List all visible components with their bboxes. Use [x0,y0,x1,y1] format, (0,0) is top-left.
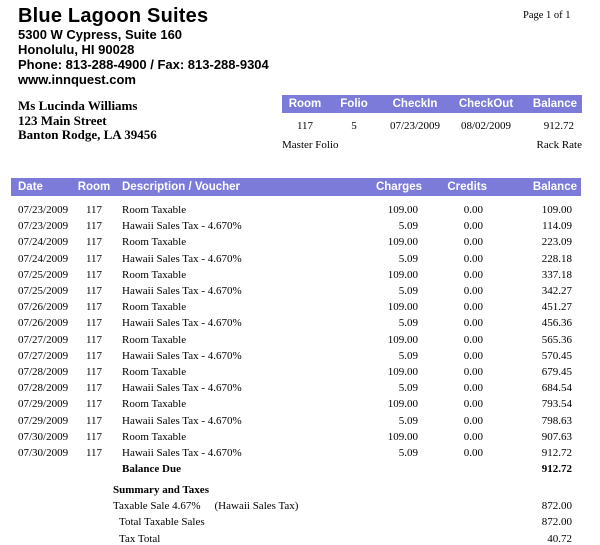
row-charges: 109.00 [387,268,418,281]
row-room: 117 [85,414,103,427]
row-balance: 798.63 [541,414,572,427]
table-row [11,218,581,234]
balance-due-label: Balance Due [122,463,181,476]
row-balance: 684.54 [541,382,572,395]
row-balance: 565.36 [541,333,572,346]
table-row [11,445,581,461]
hotel-phone-fax: Phone: 813-288-4900 / Fax: 813-288-9304 [18,57,269,72]
row-date: 07/26/2009 [18,317,69,330]
table-row [11,202,581,218]
row-credits: 0.00 [463,382,483,395]
row-credits: 0.00 [463,236,483,249]
row-charges: 109.00 [387,236,418,249]
row-balance: 114.09 [542,220,572,233]
ledger-header-balance: Balance [532,181,577,193]
table-row [11,251,581,267]
charges-ledger-table [11,178,581,477]
row-charges: 5.09 [398,382,418,395]
summary-and-taxes-section [11,482,581,545]
row-date: 07/23/2009 [18,220,69,233]
row-room: 117 [85,252,103,265]
row-credits: 0.00 [463,285,483,298]
summary-rows-container [11,498,581,545]
row-date: 07/27/2009 [18,333,69,346]
table-row [11,267,581,283]
ledger-header-row [11,178,581,196]
row-date: 07/24/2009 [18,236,69,249]
row-credits: 0.00 [463,414,483,427]
hotel-address-line1: 5300 W Cypress, Suite 160 [18,27,183,42]
summary-row [11,498,581,514]
row-charges: 109.00 [387,365,418,378]
row-date: 07/29/2009 [18,414,69,427]
folio-summary-table [282,95,582,151]
row-balance: 912.72 [541,446,572,459]
folio-header-room: Room [288,98,322,110]
row-credits: 0.00 [463,317,483,330]
table-row [11,396,581,412]
folio-room-value: 117 [296,120,314,132]
row-credits: 0.00 [463,430,483,443]
table-row [11,380,581,396]
row-room: 117 [85,446,103,459]
row-credits: 0.00 [463,398,483,411]
guest-address-block [18,99,157,143]
row-room: 117 [85,430,103,443]
row-charges: 109.00 [387,430,418,443]
row-room: 117 [85,365,103,378]
row-description: Hawaii Sales Tax - 4.670% [122,349,242,362]
row-balance: 451.27 [541,301,572,314]
row-date: 07/25/2009 [18,268,69,281]
ledger-header-date: Date [18,181,43,193]
folio-checkout-value: 08/02/2009 [460,120,512,132]
folio-checkin-value: 07/23/2009 [389,120,441,132]
summary-row-label: Tax Total [119,532,161,545]
ledger-rows-container [11,202,581,461]
row-date: 07/27/2009 [18,349,69,362]
hotel-name: Blue Lagoon Suites [18,5,209,27]
rack-rate-label: Rack Rate [536,139,582,151]
guest-address-line1: 123 Main Street [18,112,107,128]
row-credits: 0.00 [463,446,483,459]
summary-row [11,514,581,530]
row-balance: 679.45 [541,365,572,378]
row-room: 117 [85,301,103,314]
row-date: 07/25/2009 [18,285,69,298]
row-balance: 793.54 [541,398,572,411]
row-date: 07/30/2009 [18,430,69,443]
guest-name: Ms Lucinda Williams [18,98,138,113]
folio-summary-data-row [282,117,582,135]
row-charges: 109.00 [387,333,418,346]
summary-row-label: Taxable Sale 4.67% [113,500,201,513]
folio-balance-value: 912.72 [543,120,574,132]
row-charges: 5.09 [398,252,418,265]
table-row [11,412,581,428]
summary-title: Summary and Taxes [113,484,209,497]
folio-header-checkin: CheckIn [392,98,438,110]
row-description: Hawaii Sales Tax - 4.670% [122,382,242,395]
table-row [11,348,581,364]
row-description: Room Taxable [122,365,187,378]
row-credits: 0.00 [463,333,483,346]
summary-row-value: 872.00 [541,516,572,529]
summary-row-note: (Hawaii Sales Tax) [214,500,299,513]
row-charges: 109.00 [387,301,418,314]
ledger-header-charges: Charges [375,181,422,193]
row-description: Room Taxable [122,268,187,281]
row-date: 07/28/2009 [18,365,69,378]
row-description: Hawaii Sales Tax - 4.670% [122,285,242,298]
row-credits: 0.00 [463,268,483,281]
row-balance: 228.18 [541,252,572,265]
folio-header-balance: Balance [532,98,577,110]
row-charges: 5.09 [398,285,418,298]
folio-notes-row [282,139,582,151]
row-charges: 5.09 [398,349,418,362]
table-row [11,332,581,348]
table-row [11,315,581,331]
row-charges: 5.09 [398,317,418,330]
row-date: 07/29/2009 [18,398,69,411]
row-description: Room Taxable [122,333,187,346]
row-description: Room Taxable [122,236,187,249]
ledger-header-description: Description / Voucher [122,181,241,193]
ledger-header-credits: Credits [447,181,487,193]
row-balance: 907.63 [541,430,572,443]
table-row [11,299,581,315]
folio-summary-header-row [282,95,582,113]
folio-number-value: 5 [351,120,357,132]
row-room: 117 [85,349,103,362]
row-credits: 0.00 [463,365,483,378]
row-description: Room Taxable [122,204,187,217]
hotel-website: www.innquest.com [18,72,136,87]
row-balance: 570.45 [541,349,572,362]
row-balance: 456.36 [541,317,572,330]
row-room: 117 [85,398,103,411]
row-description: Hawaii Sales Tax - 4.670% [122,317,242,330]
row-description: Hawaii Sales Tax - 4.670% [122,446,242,459]
row-balance: 342.27 [541,285,572,298]
row-description: Room Taxable [122,398,187,411]
row-balance: 223.09 [541,236,572,249]
table-row [11,429,581,445]
row-room: 117 [85,204,103,217]
folio-header-checkout: CheckOut [458,98,514,110]
table-row [11,283,581,299]
row-room: 117 [85,236,103,249]
row-description: Room Taxable [122,430,187,443]
row-room: 117 [85,268,103,281]
hotel-header [18,5,269,87]
balance-due-value: 912.72 [541,463,572,476]
row-balance: 337.18 [541,268,572,281]
summary-row-value: 40.72 [547,532,572,545]
row-charges: 109.00 [387,398,418,411]
row-room: 117 [85,333,103,346]
summary-row-label: Total Taxable Sales [119,516,205,529]
hotel-address-line2: Honolulu, HI 90028 [18,42,135,57]
row-credits: 0.00 [463,220,483,233]
row-charges: 5.09 [398,446,418,459]
row-credits: 0.00 [463,349,483,362]
row-charges: 5.09 [398,220,418,233]
row-description: Hawaii Sales Tax - 4.670% [122,414,242,427]
row-date: 07/23/2009 [18,204,69,217]
row-date: 07/28/2009 [18,382,69,395]
guest-address-line2: Banton Rodge, LA 39456 [18,127,157,142]
page-number-label: Page 1 of 1 [523,10,571,21]
folio-header-folio: Folio [340,98,368,110]
summary-row [11,531,581,545]
table-row [11,234,581,250]
row-credits: 0.00 [463,204,483,217]
row-description: Hawaii Sales Tax - 4.670% [122,220,242,233]
master-folio-label: Master Folio [282,139,339,151]
row-date: 07/30/2009 [18,446,69,459]
row-charges: 109.00 [387,204,418,217]
row-credits: 0.00 [463,301,483,314]
ledger-header-room: Room [77,181,111,193]
row-charges: 5.09 [398,414,418,427]
table-row [11,364,581,380]
row-room: 117 [85,382,103,395]
row-room: 117 [85,285,103,298]
row-date: 07/24/2009 [18,252,69,265]
row-description: Room Taxable [122,301,187,314]
row-credits: 0.00 [463,252,483,265]
summary-row-value: 872.00 [541,500,572,513]
row-description: Hawaii Sales Tax - 4.670% [122,252,242,265]
row-balance: 109.00 [541,204,572,217]
row-date: 07/26/2009 [18,301,69,314]
row-room: 117 [85,317,103,330]
row-room: 117 [85,220,103,233]
balance-due-row [11,461,581,477]
